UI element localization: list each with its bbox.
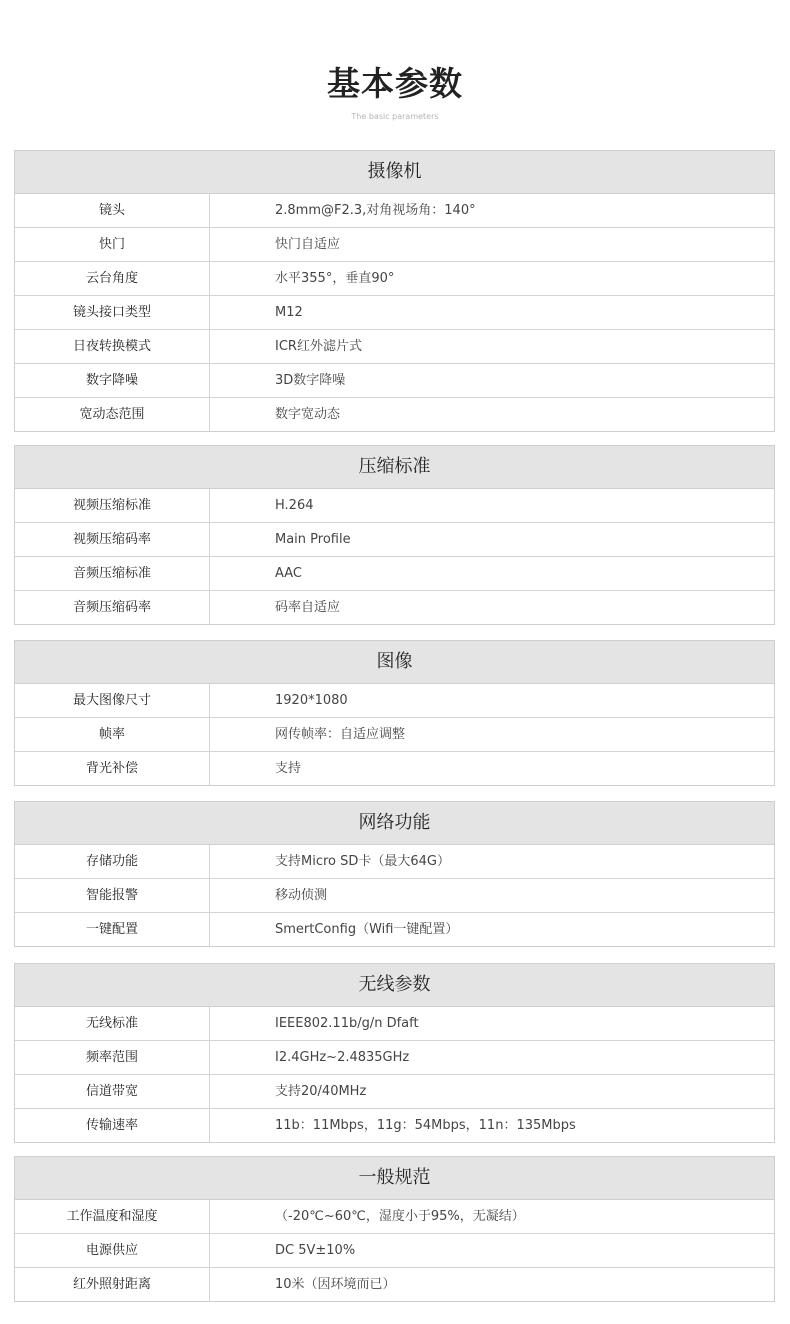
- spec-label: 日夜转换模式: [15, 330, 210, 363]
- page-title: 基本参数: [327, 64, 463, 103]
- spec-row: [15, 1268, 774, 1301]
- spec-value: M12: [275, 305, 303, 320]
- spec-label: 数字降噪: [15, 364, 210, 397]
- spec-value: 支持: [275, 761, 302, 776]
- section-wireless: [14, 963, 775, 1143]
- spec-value: Main Profile: [275, 532, 351, 547]
- spec-row: [15, 1007, 774, 1041]
- spec-value: 支持Micro SD卡（最大64G）: [275, 854, 450, 869]
- spec-label: 镜头接口类型: [15, 296, 210, 329]
- page-header: [0, 60, 790, 122]
- spec-row: [15, 1075, 774, 1109]
- spec-row: [15, 228, 774, 262]
- spec-value: 支持20/40MHz: [275, 1084, 367, 1099]
- spec-row: [15, 557, 774, 591]
- spec-value: 3D数字降噪: [275, 373, 346, 388]
- spec-value: 码率自适应: [275, 600, 341, 615]
- spec-value: 数字宽动态: [275, 407, 341, 422]
- section-network: [14, 801, 775, 947]
- spec-row: [15, 684, 774, 718]
- spec-label: 快门: [15, 228, 210, 261]
- spec-label: 宽动态范围: [15, 398, 210, 431]
- spec-value: 11b：11Mbps，11g：54Mbps，11n：135Mbps: [275, 1118, 576, 1133]
- section-title: 无线参数: [15, 964, 774, 1007]
- section-title: 一般规范: [15, 1157, 774, 1200]
- spec-row: [15, 398, 774, 431]
- spec-row: [15, 718, 774, 752]
- spec-value: 水平355°，垂直90°: [275, 271, 395, 286]
- section-camera: [14, 150, 775, 432]
- section-compression: [14, 445, 775, 625]
- spec-row: [15, 523, 774, 557]
- section-title: 压缩标准: [15, 446, 774, 489]
- spec-row: [15, 879, 774, 913]
- spec-row: [15, 489, 774, 523]
- spec-label: 存储功能: [15, 845, 210, 878]
- spec-row: [15, 1234, 774, 1268]
- spec-label: 背光补偿: [15, 752, 210, 785]
- spec-value: DC 5V±10%: [275, 1243, 356, 1258]
- section-general: [14, 1156, 775, 1302]
- section-image: [14, 640, 775, 786]
- spec-value: 网传帧率：自适应调整: [275, 727, 406, 742]
- spec-value: I2.4GHz~2.4835GHz: [275, 1050, 410, 1065]
- section-title: 摄像机: [15, 151, 774, 194]
- spec-value: ICR红外滤片式: [275, 339, 362, 354]
- spec-row: [15, 845, 774, 879]
- spec-label: 频率范围: [15, 1041, 210, 1074]
- spec-label: 无线标准: [15, 1007, 210, 1040]
- spec-label: 音频压缩码率: [15, 591, 210, 624]
- spec-row: [15, 591, 774, 624]
- spec-label: 传输速率: [15, 1109, 210, 1142]
- spec-label: 红外照射距离: [15, 1268, 210, 1301]
- spec-label: 视频压缩标准: [15, 489, 210, 522]
- spec-row: [15, 1109, 774, 1142]
- spec-row: [15, 330, 774, 364]
- page-subtitle: The basic parameters: [351, 112, 439, 121]
- spec-row: [15, 1200, 774, 1234]
- spec-value: （-20℃~60℃，湿度小于95%，无凝结）: [275, 1209, 525, 1224]
- section-title: 图像: [15, 641, 774, 684]
- spec-label: 帧率: [15, 718, 210, 751]
- spec-label: 最大图像尺寸: [15, 684, 210, 717]
- spec-row: [15, 364, 774, 398]
- spec-label: 视频压缩码率: [15, 523, 210, 556]
- section-title: 网络功能: [15, 802, 774, 845]
- spec-value: 1920*1080: [275, 693, 348, 708]
- spec-label: 一键配置: [15, 913, 210, 946]
- spec-row: [15, 913, 774, 946]
- spec-label: 信道带宽: [15, 1075, 210, 1108]
- spec-label: 智能报警: [15, 879, 210, 912]
- spec-row: [15, 752, 774, 785]
- spec-value: IEEE802.11b/g/n Dfaft: [275, 1016, 419, 1031]
- spec-row: [15, 194, 774, 228]
- spec-value: 移动侦测: [275, 888, 328, 903]
- spec-row: [15, 262, 774, 296]
- spec-row: [15, 1041, 774, 1075]
- spec-label: 电源供应: [15, 1234, 210, 1267]
- spec-value: 10米（因环境而已）: [275, 1277, 396, 1292]
- spec-row: [15, 296, 774, 330]
- spec-label: 镜头: [15, 194, 210, 227]
- spec-label: 工作温度和湿度: [15, 1200, 210, 1233]
- spec-label: 云台角度: [15, 262, 210, 295]
- spec-value: H.264: [275, 498, 314, 513]
- spec-label: 音频压缩标准: [15, 557, 210, 590]
- spec-value: SmertConfig（Wifi一键配置）: [275, 922, 459, 937]
- spec-value: AAC: [275, 566, 302, 581]
- spec-value: 快门自适应: [275, 237, 341, 252]
- spec-value: 2.8mm@F2.3,对角视场角：140°: [275, 203, 476, 218]
